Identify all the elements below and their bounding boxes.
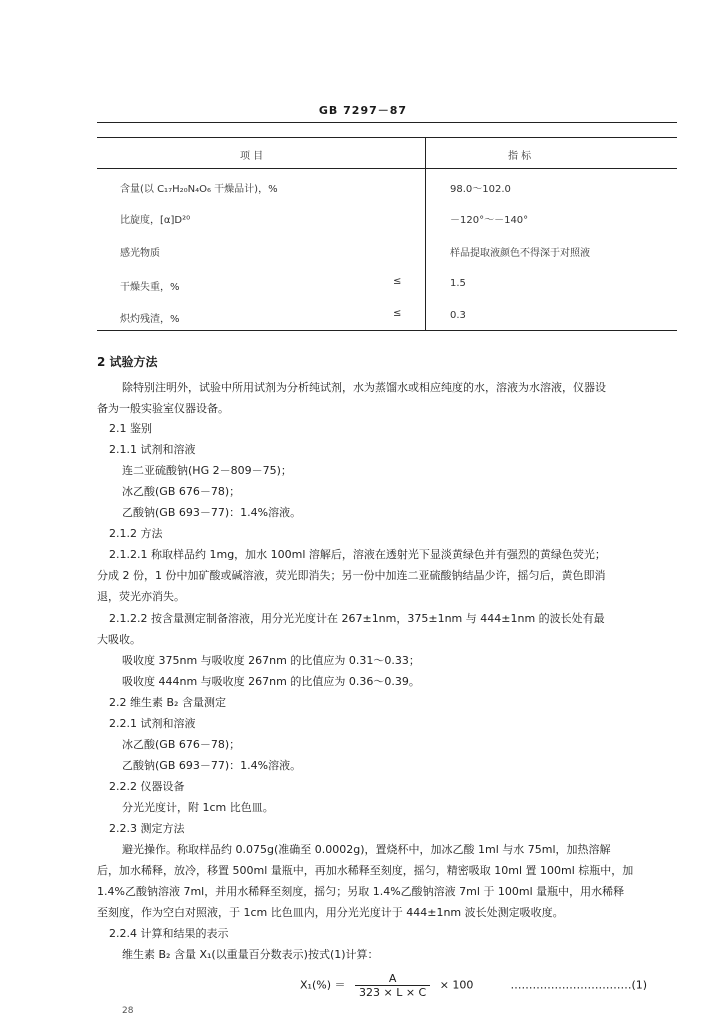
paragraph-line: 吸收度 375nm 与吸收度 267nm 的比值应为 0.31～0.33； (122, 654, 420, 667)
formula-reference: ……………………………(1) (510, 978, 648, 992)
subsection-heading: 2.2.3 测定方法 (109, 822, 185, 835)
subsection-heading: 2.2 维生素 B₂ 含量测定 (109, 696, 226, 709)
equipment-line: 分光光度计，附 1cm 比色皿。 (122, 801, 274, 814)
paragraph-line: 至刻度，作为空白对照液，于 1cm 比色皿内，用分光光度计于 444±1nm 波长处测定吸收度。 (97, 906, 564, 919)
table-row-value: 1.5 (450, 278, 466, 289)
paragraph-line: 2.1.2.1 称取样品约 1mg，加水 100ml 溶解后，溶液在透射光下显淡黄绿色并有强烈的黄绿色荧光； (109, 548, 606, 561)
table-row-value: －120°～－140° (450, 215, 529, 226)
formula-fraction (355, 972, 430, 999)
table-col-index-header: 指 标 (508, 151, 532, 162)
table-row-symbol: ≤ (393, 276, 402, 287)
page-number: 28 (122, 1006, 134, 1016)
table-row-item: 炽灼残渣，% (120, 314, 180, 325)
reagent-line: 冰乙酸(GB 676－78)； (122, 485, 241, 498)
subsection-heading: 2.2.4 计算和结果的表示 (109, 927, 229, 940)
subsection-heading: 2.2.1 试剂和溶液 (109, 717, 196, 730)
subsection-heading: 2.2.2 仪器设备 (109, 780, 185, 793)
paragraph-line: 分成 2 份，1 份中加矿酸或碱溶液，荧光即消失；另一份中加连二亚硫酸钠结晶少许，摇匀后，黄色即消 (97, 569, 606, 582)
subsection-heading: 2.1.2 方法 (109, 527, 163, 540)
table-row-value: 98.0～102.0 (450, 184, 511, 195)
header-rule (97, 122, 677, 123)
table-row-symbol: ≤ (393, 308, 402, 319)
table-bottom-rule (97, 330, 677, 331)
table-row-item: 比旋度，[α]D²⁰ (120, 215, 191, 226)
reagent-line: 冰乙酸(GB 676－78)； (122, 738, 241, 751)
reagent-line: 乙酸钠(GB 693－77)：1.4%溶液。 (122, 759, 302, 772)
reagent-line: 连二亚硫酸钠(HG 2－809－75)； (122, 464, 292, 477)
table-column-divider (425, 137, 426, 330)
paragraph-line: 大吸收。 (97, 633, 141, 646)
section-heading: 2 试验方法 (97, 355, 158, 369)
formula-tail: × 100 (439, 978, 474, 992)
paragraph-line: 维生素 B₂ 含量 X₁(以重量百分数表示)按式(1)计算： (122, 948, 379, 961)
paragraph-line: 吸收度 444nm 与吸收度 267nm 的比值应为 0.36～0.39。 (122, 675, 420, 688)
paragraph-line: 2.1.2.2 按含量测定制备溶液，用分光光度计在 267±1nm，375±1nm 与 444±1nm 的波长处有最 (109, 612, 605, 625)
subsection-heading: 2.1 鉴别 (109, 422, 152, 435)
formula-lhs: X₁(%) ＝ (300, 978, 346, 992)
paragraph-line: 后，加水稀释，放冷，移置 500ml 量瓶中，再加水稀释至刻度，摇匀，精密吸取 10ml 置 100ml 棕瓶中，加 (97, 864, 634, 877)
reagent-line: 乙酸钠(GB 693－77)：1.4%溶液。 (122, 506, 302, 519)
table-row-item: 感光物质 (120, 248, 160, 259)
paragraph-line: 避光操作。称取样品约 0.075g(准确至 0.0002g)，置烧杯中，加冰乙酸 1ml 与水 75ml，加热溶解 (122, 843, 611, 856)
paragraph-line: 备为一般实验室仪器设备。 (97, 402, 229, 415)
paragraph-line: 1.4%乙酸钠溶液 7ml，并用水稀释至刻度，摇匀；另取 1.4%乙酸钠溶液 7ml 于 100ml 量瓶中，用水稀释 (97, 885, 625, 898)
standard-header: GB 7297－87 (318, 104, 408, 117)
table-row-value: 0.3 (450, 310, 466, 321)
formula-numerator: A (355, 972, 430, 986)
paragraph-line: 退，荧光亦消失。 (97, 590, 185, 603)
formula-denominator: 323 × L × C (358, 986, 427, 999)
table-row-item: 干燥失重，% (120, 282, 180, 293)
table-col-item-header: 项 目 (240, 151, 264, 162)
subsection-heading: 2.1.1 试剂和溶液 (109, 443, 196, 456)
table-row-item: 含量(以 C₁₇H₂₀N₄O₆ 干燥品计)，% (120, 184, 278, 195)
paragraph-line: 除特别注明外，试验中所用试剂为分析纯试剂，水为蒸馏水或相应纯度的水，溶液为水溶液，仪器设 (122, 381, 606, 394)
table-row-value: 样品提取液颜色不得深于对照液 (450, 248, 590, 259)
formula (300, 972, 647, 999)
table-top-rule (97, 137, 677, 138)
table-header-rule (97, 168, 677, 169)
